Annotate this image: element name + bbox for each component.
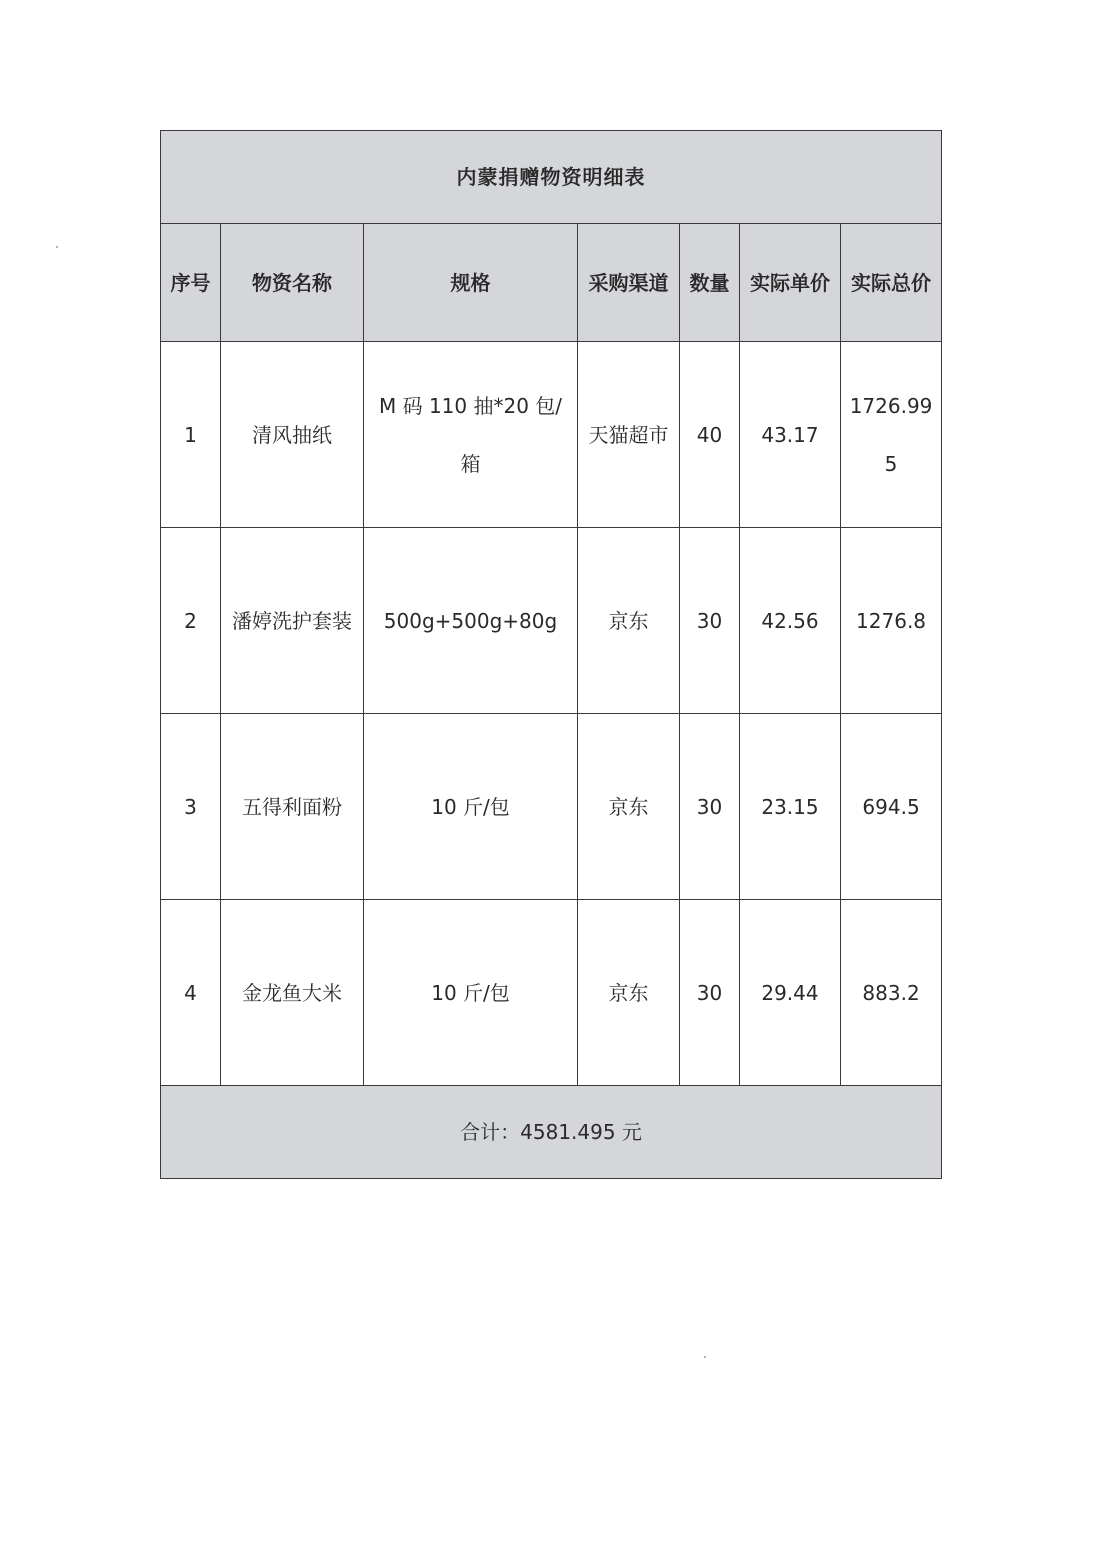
cell-total-price: 883.2	[841, 900, 942, 1086]
cell-qty: 30	[680, 900, 740, 1086]
cell-name: 清风抽纸	[221, 342, 364, 528]
scan-speck	[704, 1356, 706, 1358]
cell-unit-price: 42.56	[740, 528, 841, 714]
table-total: 合计：4581.495 元	[161, 1086, 942, 1179]
cell-qty: 40	[680, 342, 740, 528]
donation-table	[160, 130, 942, 1179]
cell-spec: 500g+500g+80g	[364, 528, 578, 714]
cell-channel: 京东	[578, 528, 680, 714]
header-unit-price: 实际单价	[740, 224, 841, 342]
cell-total-price: 1726.995	[841, 342, 942, 528]
table-row	[161, 900, 942, 1086]
cell-name: 金龙鱼大米	[221, 900, 364, 1086]
cell-qty: 30	[680, 714, 740, 900]
header-total-price: 实际总价	[841, 224, 942, 342]
cell-channel: 天猫超市	[578, 342, 680, 528]
cell-unit-price: 43.17	[740, 342, 841, 528]
cell-channel: 京东	[578, 714, 680, 900]
cell-spec: M 码 110 抽*20 包/箱	[364, 342, 578, 528]
table-row	[161, 714, 942, 900]
header-index: 序号	[161, 224, 221, 342]
cell-total-price: 694.5	[841, 714, 942, 900]
cell-index: 3	[161, 714, 221, 900]
total-row	[161, 1086, 942, 1179]
cell-index: 2	[161, 528, 221, 714]
header-channel: 采购渠道	[578, 224, 680, 342]
table-row	[161, 528, 942, 714]
cell-unit-price: 23.15	[740, 714, 841, 900]
cell-index: 1	[161, 342, 221, 528]
title-row	[161, 131, 942, 224]
cell-index: 4	[161, 900, 221, 1086]
cell-name: 潘婷洗护套装	[221, 528, 364, 714]
table-row	[161, 342, 942, 528]
cell-channel: 京东	[578, 900, 680, 1086]
cell-qty: 30	[680, 528, 740, 714]
cell-spec: 10 斤/包	[364, 714, 578, 900]
header-spec: 规格	[364, 224, 578, 342]
cell-name: 五得利面粉	[221, 714, 364, 900]
cell-spec: 10 斤/包	[364, 900, 578, 1086]
scan-speck	[56, 246, 58, 248]
table-title: 内蒙捐赠物资明细表	[161, 131, 942, 224]
header-qty: 数量	[680, 224, 740, 342]
header-row	[161, 224, 942, 342]
cell-unit-price: 29.44	[740, 900, 841, 1086]
cell-total-price: 1276.8	[841, 528, 942, 714]
header-name: 物资名称	[221, 224, 364, 342]
